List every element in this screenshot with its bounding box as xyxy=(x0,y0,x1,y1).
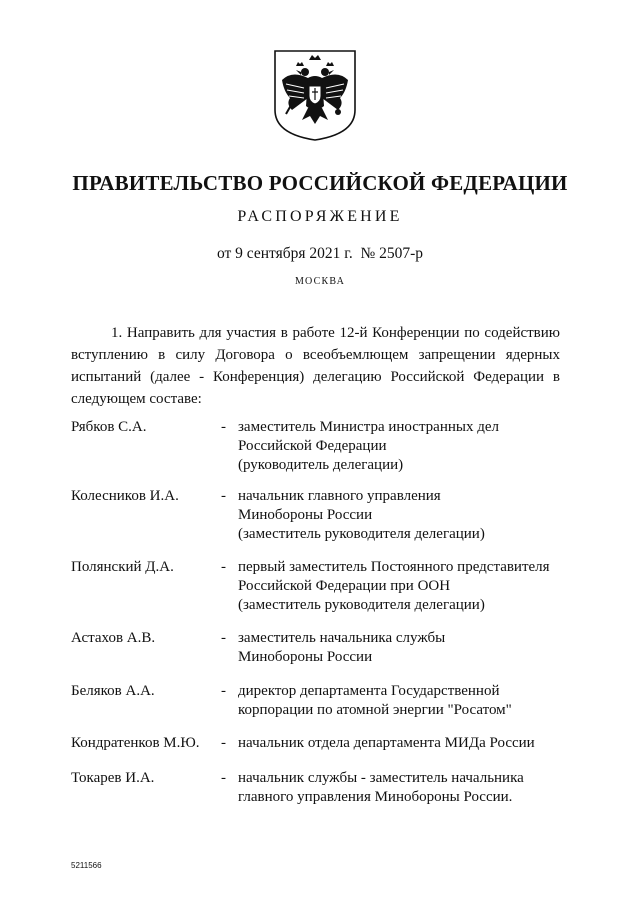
russian-coat-of-arms-icon xyxy=(272,48,358,142)
member-role-line: заместитель начальника службы xyxy=(238,630,446,646)
member-role-line: Минобороны России xyxy=(238,507,373,523)
member-name: Полянский Д.А. xyxy=(71,559,174,575)
member-dash: - xyxy=(221,630,226,646)
issuer-title: ПРАВИТЕЛЬСТВО РОССИЙСКОЙ ФЕДЕРАЦИИ xyxy=(72,171,568,195)
member-role-line: (заместитель руководителя делегации) xyxy=(238,597,485,613)
member-dash: - xyxy=(221,419,226,435)
member-role xyxy=(238,629,571,667)
intro-paragraph: 1. Направить для участия в работе 12-й Конференции по содействию вступлению в силу Договора о всеобъемлющем запрещении ядерных испытаний (далее - Конференция) делегацию Российской Федерации в следующем составе: xyxy=(71,325,560,407)
member-name: Рябков С.А. xyxy=(71,419,147,435)
member-dash: - xyxy=(221,683,226,699)
issue-city: МОСКВА xyxy=(294,276,346,287)
member-dash: - xyxy=(221,559,226,575)
member-role xyxy=(238,682,571,720)
member-name: Токарев И.А. xyxy=(71,770,155,786)
member-name: Кондратенков М.Ю. xyxy=(71,735,200,751)
member-role-line: начальник отдела департамента МИДа России xyxy=(238,735,535,751)
member-name: Беляков А.А. xyxy=(71,683,155,699)
document-type: РАСПОРЯЖЕНИЕ xyxy=(237,208,403,225)
member-role-line: (руководитель делегации) xyxy=(238,457,404,473)
member-name: Колесников И.А. xyxy=(71,488,179,504)
member-role-line: (заместитель руководителя делегации) xyxy=(238,526,485,542)
member-role xyxy=(238,418,571,475)
member-dash: - xyxy=(221,735,226,751)
member-role-line: Российской Федерации xyxy=(238,438,387,454)
member-role-line: начальник службы - заместитель начальника xyxy=(238,770,524,786)
member-role xyxy=(238,734,571,753)
member-role-line: начальник главного управления xyxy=(238,488,441,504)
member-role xyxy=(238,769,571,807)
member-role-line: заместитель Министра иностранных дел xyxy=(238,419,499,435)
member-role-line: главного управления Минобороны России. xyxy=(238,789,513,805)
member-role xyxy=(238,558,571,615)
member-dash: - xyxy=(221,770,226,786)
member-role-line: корпорации по атомной энергии "Росатом" xyxy=(238,702,512,718)
member-role xyxy=(238,487,571,544)
date-and-number: от 9 сентября 2021 г. № 2507-р xyxy=(216,245,424,262)
member-role-line: директор департамента Государственной xyxy=(238,683,500,699)
document-code: 5211566 xyxy=(71,861,102,870)
member-dash: - xyxy=(221,488,226,504)
member-role-line: Российской Федерации при ООН xyxy=(238,578,451,594)
member-name: Астахов А.В. xyxy=(71,630,156,646)
member-role-line: первый заместитель Постоянного представителя xyxy=(238,559,550,575)
member-role-line: Минобороны России xyxy=(238,649,373,665)
